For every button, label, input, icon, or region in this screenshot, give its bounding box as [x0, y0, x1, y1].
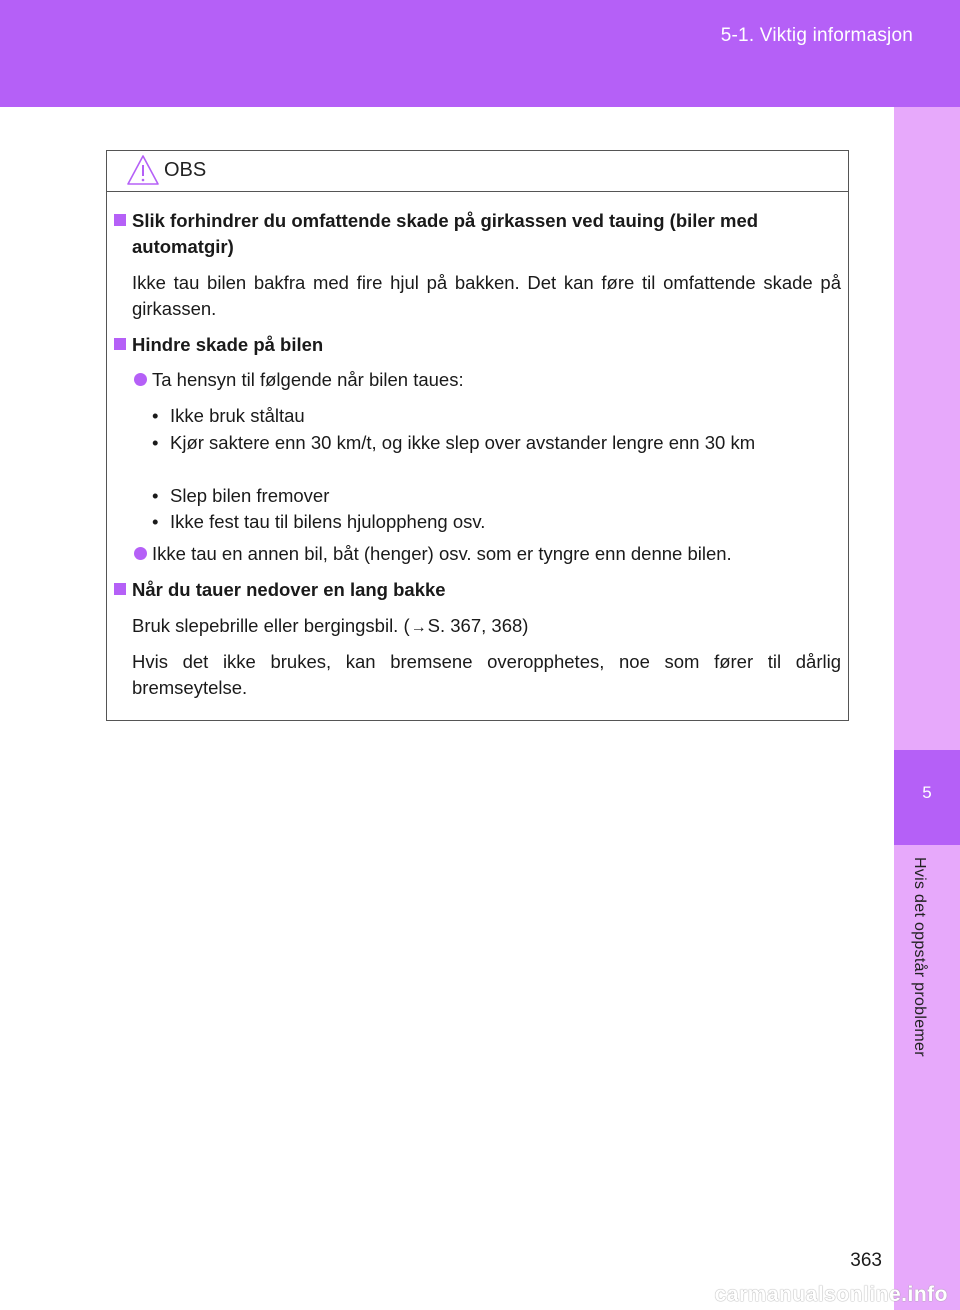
- section-paragraph: Hvis det ikke brukes, kan bremsene overopphetes, noe som fører til dårlig bremseytelse.: [132, 651, 841, 698]
- bullet-item: Ikke bruk ståltau: [170, 405, 305, 426]
- section-heading-cont: automatgir): [132, 236, 234, 257]
- bullet-dot: •: [152, 511, 159, 532]
- caution-header: [107, 151, 848, 192]
- caution-box: [106, 150, 849, 721]
- list-item: Ikke tau en annen bil, båt (henger) osv. som er tyngre enn denne bilen.: [134, 541, 844, 567]
- watermark: carmanualsonline.info: [714, 1283, 948, 1306]
- square-bullet-icon: [114, 338, 126, 350]
- bullet-dot: •: [152, 485, 159, 506]
- section-heading: Hindre skade på bilen: [114, 332, 844, 358]
- arrow-right-icon: →: [410, 619, 427, 636]
- chapter-side-strip: [894, 107, 960, 1310]
- warning-triangle-icon: [126, 154, 160, 186]
- section-reference: Bruk slepebrille eller bergingsbil. (→S. 367, 368): [132, 615, 529, 636]
- page-number: 363: [850, 1250, 882, 1271]
- section-title: 5-1. Viktig informasjon: [720, 25, 913, 46]
- section-heading: Når du tauer nedover en lang bakke: [114, 577, 844, 603]
- round-bullet-icon: [134, 373, 147, 386]
- section-paragraph: Ikke tau bilen bakfra med fire hjul på bakken. Det kan føre til omfattende skade på girkassen.: [132, 272, 841, 319]
- bullet-dot: •: [152, 405, 159, 426]
- bullet-item: Slep bilen fremover: [170, 485, 330, 506]
- section-heading: Slik forhindrer du omfattende skade på girkassen ved tauing (biler med: [114, 208, 844, 234]
- chapter-title: Hvis det oppstår problemer: [911, 857, 928, 1057]
- square-bullet-icon: [114, 214, 126, 226]
- header-bar: [0, 0, 960, 107]
- round-bullet-icon: [134, 547, 147, 560]
- caution-title: OBS: [164, 159, 207, 181]
- bullet-item: Ikke fest tau til bilens hjuloppheng osv.: [170, 511, 486, 532]
- bullet-item: Kjør saktere enn 30 km/t, og ikke slep over avstander lengre enn 30 km: [170, 432, 756, 453]
- list-item: Ta hensyn til følgende når bilen taues:: [134, 367, 839, 393]
- bullet-dot: •: [152, 432, 159, 453]
- chapter-number: 5: [922, 783, 932, 802]
- square-bullet-icon: [114, 583, 126, 595]
